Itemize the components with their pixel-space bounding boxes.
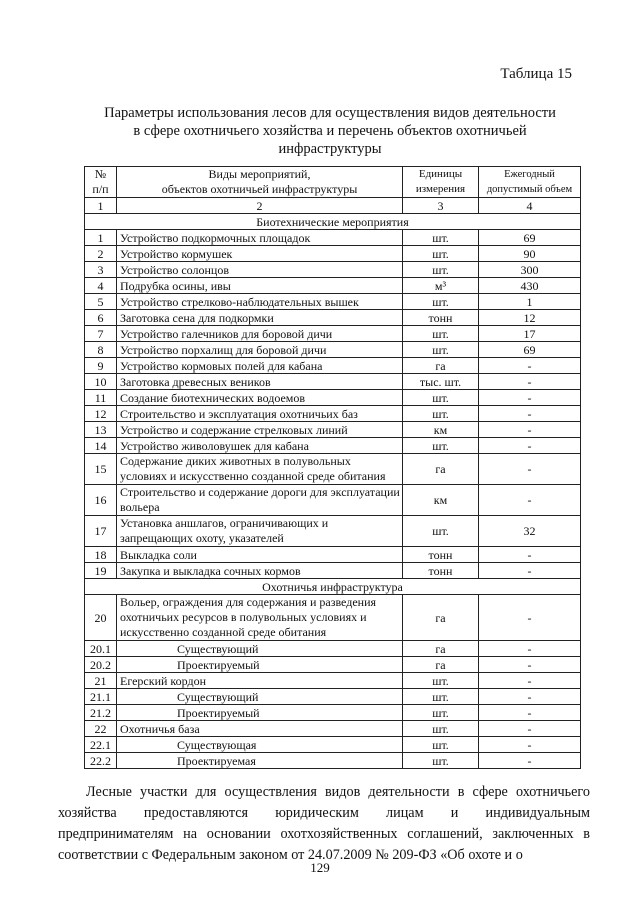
row-number: 13 xyxy=(85,422,117,438)
table-row xyxy=(85,641,581,657)
table-row xyxy=(85,390,581,406)
row-name: Проектируемый xyxy=(117,657,403,673)
body-paragraph: Лесные участки для осуществления видов деятельности в сфере охотничьего хозяйства предоставляются юридическим лицам и индивидуальным предпринимателям на основании охотхозяйственных соглашений, заключенных в соответствии с Федеральным законом от 24.07.2009 № 209-ФЗ «Об охоте и о xyxy=(58,784,590,863)
row-number: 3 xyxy=(85,262,117,278)
row-volume: - xyxy=(479,737,581,753)
row-name: Охотничья база xyxy=(117,721,403,737)
row-number: 22 xyxy=(85,721,117,737)
row-name: Закупка и выкладка сочных кормов xyxy=(117,563,403,579)
row-unit: га xyxy=(403,454,479,485)
row-unit: шт. xyxy=(403,516,479,547)
row-number: 20 xyxy=(85,595,117,641)
row-unit: шт. xyxy=(403,438,479,454)
header-unit xyxy=(403,167,479,198)
table-row xyxy=(85,563,581,579)
row-volume: 1 xyxy=(479,294,581,310)
header-name-line: объектов охотничьей инфраструктуры xyxy=(161,182,358,196)
table-row xyxy=(85,673,581,689)
column-number: 4 xyxy=(479,198,581,214)
row-name: Устройство солонцов xyxy=(117,262,403,278)
row-unit: км xyxy=(403,485,479,516)
row-volume: 17 xyxy=(479,326,581,342)
table-row xyxy=(85,705,581,721)
title-line: инфраструктуры xyxy=(278,141,382,157)
header-volume xyxy=(479,167,581,198)
row-number: 8 xyxy=(85,342,117,358)
row-unit: шт. xyxy=(403,705,479,721)
table-row xyxy=(85,358,581,374)
column-number-row xyxy=(85,198,581,214)
row-number: 21.2 xyxy=(85,705,117,721)
row-name: Заготовка сена для подкормки xyxy=(117,310,403,326)
row-number: 4 xyxy=(85,278,117,294)
row-number: 5 xyxy=(85,294,117,310)
row-unit: м³ xyxy=(403,278,479,294)
row-number: 17 xyxy=(85,516,117,547)
row-name: Устройство кормушек xyxy=(117,246,403,262)
table-row xyxy=(85,422,581,438)
row-volume: 300 xyxy=(479,262,581,278)
row-number: 6 xyxy=(85,310,117,326)
row-volume: 69 xyxy=(479,230,581,246)
row-name: Проектируемая xyxy=(117,753,403,769)
row-number: 16 xyxy=(85,485,117,516)
row-volume: - xyxy=(479,721,581,737)
row-number: 14 xyxy=(85,438,117,454)
row-name: Содержание диких животных в полувольных условиях и искусственно созданной среде обитания xyxy=(117,454,403,485)
row-volume: - xyxy=(479,689,581,705)
table-row xyxy=(85,516,581,547)
row-name: Заготовка древесных веников xyxy=(117,374,403,390)
table-row xyxy=(85,326,581,342)
title-line: в сфере охотничьего хозяйства и перечень объектов охотничьей xyxy=(133,123,527,139)
row-unit: шт. xyxy=(403,721,479,737)
row-unit: га xyxy=(403,595,479,641)
row-number: 12 xyxy=(85,406,117,422)
row-volume: - xyxy=(479,374,581,390)
row-volume: - xyxy=(479,438,581,454)
row-name: Устройство подкормочных площадок xyxy=(117,230,403,246)
row-number: 19 xyxy=(85,563,117,579)
row-volume: - xyxy=(479,753,581,769)
table-label: Таблица 15 xyxy=(500,66,572,82)
row-number: 11 xyxy=(85,390,117,406)
row-unit: тонн xyxy=(403,310,479,326)
row-volume: 90 xyxy=(479,246,581,262)
row-name: Строительство и содержание дороги для эксплуатации вольера xyxy=(117,485,403,516)
row-volume: - xyxy=(479,641,581,657)
row-number: 18 xyxy=(85,547,117,563)
header-num-line: № xyxy=(94,167,107,181)
row-name: Устройство и содержание стрелковых линий xyxy=(117,422,403,438)
row-number: 22.2 xyxy=(85,753,117,769)
table-row xyxy=(85,406,581,422)
row-volume: - xyxy=(479,673,581,689)
row-volume: 32 xyxy=(479,516,581,547)
row-name: Подрубка осины, ивы xyxy=(117,278,403,294)
row-name: Устройство галечников для боровой дичи xyxy=(117,326,403,342)
row-unit: шт. xyxy=(403,294,479,310)
row-volume: - xyxy=(479,547,581,563)
table-row xyxy=(85,485,581,516)
table-row xyxy=(85,294,581,310)
row-number: 10 xyxy=(85,374,117,390)
row-volume: - xyxy=(479,595,581,641)
row-unit: км xyxy=(403,422,479,438)
header-volume-line: Ежегодный xyxy=(504,169,555,180)
table-row xyxy=(85,278,581,294)
table-row xyxy=(85,657,581,673)
row-name: Строительство и эксплуатация охотничьих баз xyxy=(117,406,403,422)
row-unit: шт. xyxy=(403,230,479,246)
header-name xyxy=(117,167,403,198)
row-unit: шт. xyxy=(403,737,479,753)
table-row xyxy=(85,737,581,753)
header-row xyxy=(85,167,581,198)
row-unit: шт. xyxy=(403,326,479,342)
row-name: Проектируемый xyxy=(117,705,403,721)
table-row xyxy=(85,454,581,485)
row-name: Выкладка соли xyxy=(117,547,403,563)
table-row xyxy=(85,374,581,390)
row-name: Устройство кормовых полей для кабана xyxy=(117,358,403,374)
row-volume: - xyxy=(479,358,581,374)
table-row xyxy=(85,595,581,641)
row-unit: шт. xyxy=(403,246,479,262)
header-num-line: п/п xyxy=(92,182,109,196)
row-unit: га xyxy=(403,657,479,673)
header-unit-line: Единицы xyxy=(418,168,463,180)
row-volume: 430 xyxy=(479,278,581,294)
row-name: Устройство живоловушек для кабана xyxy=(117,438,403,454)
row-unit: шт. xyxy=(403,689,479,705)
page-number: 129 xyxy=(310,860,330,875)
header-name-line: Виды мероприятий, xyxy=(208,167,311,181)
row-volume: - xyxy=(479,705,581,721)
section-row xyxy=(85,214,581,230)
row-name: Егерский кордон xyxy=(117,673,403,689)
row-name: Существующий xyxy=(117,641,403,657)
table-row xyxy=(85,753,581,769)
table-row xyxy=(85,547,581,563)
row-volume: 69 xyxy=(479,342,581,358)
header-unit-line: измерения xyxy=(415,183,466,195)
row-name: Устройство порхалищ для боровой дичи xyxy=(117,342,403,358)
row-number: 9 xyxy=(85,358,117,374)
table-row xyxy=(85,689,581,705)
row-unit: га xyxy=(403,358,479,374)
title-line: Параметры использования лесов для осуществления видов деятельности xyxy=(104,105,556,121)
row-volume: - xyxy=(479,485,581,516)
row-number: 21.1 xyxy=(85,689,117,705)
table-row xyxy=(85,342,581,358)
table-row xyxy=(85,230,581,246)
table-row xyxy=(85,721,581,737)
row-volume: - xyxy=(479,454,581,485)
table-row xyxy=(85,262,581,278)
row-number: 20.2 xyxy=(85,657,117,673)
row-unit: тонн xyxy=(403,563,479,579)
row-unit: шт. xyxy=(403,390,479,406)
row-name: Вольер, ограждения для содержания и разведения охотничьих ресурсов в полувольных условиях и искусственно созданной среде обитания xyxy=(117,595,403,641)
row-name: Установка аншлагов, ограничивающих и запрещающих охоту, указателей xyxy=(117,516,403,547)
header-volume-line: допустимый объем xyxy=(486,184,573,195)
row-number: 7 xyxy=(85,326,117,342)
column-number: 1 xyxy=(85,198,117,214)
row-number: 20.1 xyxy=(85,641,117,657)
section-row xyxy=(85,579,581,595)
header-num xyxy=(85,167,117,198)
table-row xyxy=(85,246,581,262)
row-volume: - xyxy=(479,422,581,438)
row-name: Устройство стрелково-наблюдательных вышек xyxy=(117,294,403,310)
section-title: Биотехнические мероприятия xyxy=(85,214,581,230)
row-number: 22.1 xyxy=(85,737,117,753)
row-name: Существующий xyxy=(117,689,403,705)
row-volume: 12 xyxy=(479,310,581,326)
parameters-table xyxy=(84,166,581,769)
column-number: 2 xyxy=(117,198,403,214)
row-volume: - xyxy=(479,657,581,673)
row-unit: шт. xyxy=(403,406,479,422)
row-number: 1 xyxy=(85,230,117,246)
row-volume: - xyxy=(479,390,581,406)
row-unit: шт. xyxy=(403,342,479,358)
table-title xyxy=(60,104,600,158)
table-row xyxy=(85,438,581,454)
row-number: 2 xyxy=(85,246,117,262)
row-name: Создание биотехнических водоемов xyxy=(117,390,403,406)
column-number: 3 xyxy=(403,198,479,214)
row-volume: - xyxy=(479,563,581,579)
row-name: Существующая xyxy=(117,737,403,753)
row-volume: - xyxy=(479,406,581,422)
row-number: 21 xyxy=(85,673,117,689)
table-row xyxy=(85,310,581,326)
row-unit: га xyxy=(403,641,479,657)
section-title: Охотничья инфраструктура xyxy=(85,579,581,595)
row-unit: тонн xyxy=(403,547,479,563)
row-number: 15 xyxy=(85,454,117,485)
row-unit: шт. xyxy=(403,262,479,278)
row-unit: шт. xyxy=(403,753,479,769)
row-unit: шт. xyxy=(403,673,479,689)
row-unit: тыс. шт. xyxy=(403,374,479,390)
